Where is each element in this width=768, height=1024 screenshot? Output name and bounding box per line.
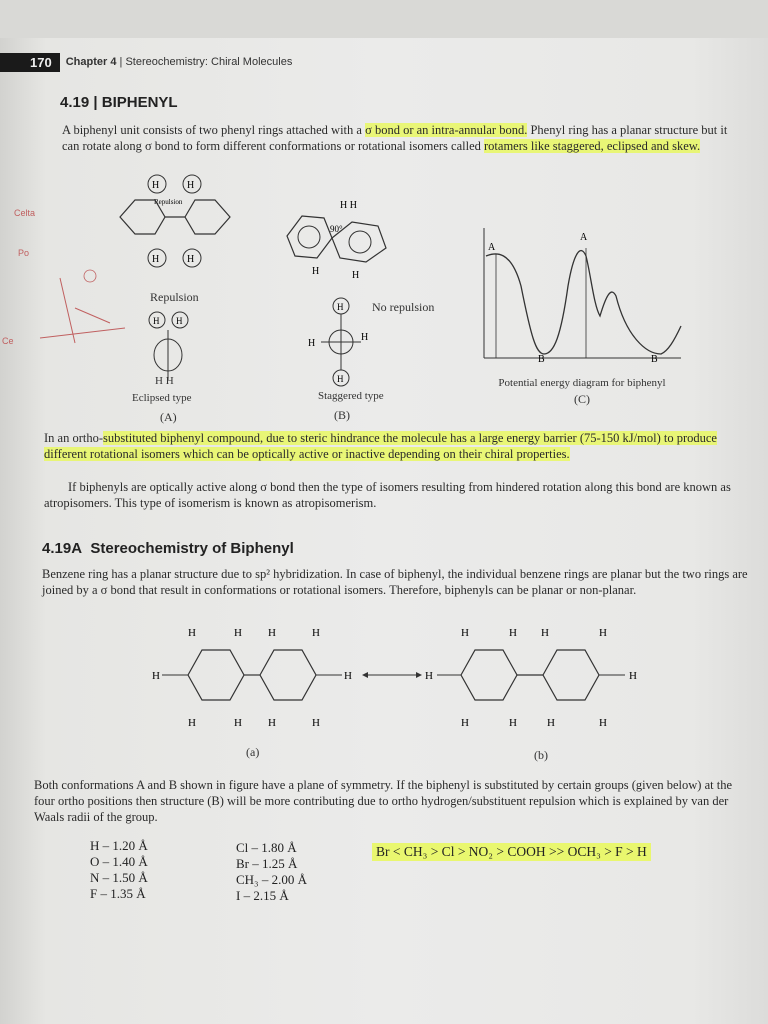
- radius-entry: Cl – 1.80 Å: [236, 840, 297, 855]
- svg-text:H: H: [152, 670, 160, 682]
- svg-text:A: A: [488, 242, 496, 253]
- vdw-radii-column-1: [90, 838, 148, 902]
- svg-text:H: H: [547, 717, 555, 729]
- svg-text:H: H: [541, 627, 549, 639]
- subsection-title: 4.19A Stereochemistry of Biphenyl: [42, 540, 294, 557]
- svg-text:H: H: [312, 266, 320, 277]
- radius-entry: I – 2.15 Å: [236, 888, 289, 903]
- svg-text:H: H: [188, 627, 196, 639]
- svg-text:H: H: [461, 627, 469, 639]
- pen-note: Po: [18, 248, 30, 258]
- svg-text:B: B: [651, 354, 658, 365]
- radius-entry: CH₃ – 2.00 Å: [236, 872, 307, 887]
- page-number: 170: [0, 53, 60, 72]
- svg-text:H: H: [599, 717, 607, 729]
- pen-note: Celta: [14, 208, 36, 218]
- svg-text:90°: 90°: [330, 224, 343, 234]
- svg-text:H H: H H: [340, 200, 357, 211]
- biphenyl-structure-b: [425, 622, 655, 732]
- structure-label-b: (b): [534, 748, 548, 762]
- svg-text:H: H: [599, 627, 607, 639]
- svg-text:H: H: [337, 374, 344, 384]
- repulsion-order: Br < CH₃ > Cl > NO₂ > COOH >> OCH₃ > F > H: [372, 843, 651, 861]
- twisted-biphenyl-structure: [282, 196, 412, 286]
- figure-label-b: (B): [334, 408, 350, 422]
- svg-text:H: H: [312, 717, 320, 729]
- radius-entry: F – 1.35 Å: [90, 886, 146, 901]
- vdw-radii-column-2: [236, 840, 307, 904]
- svg-text:A: A: [580, 232, 588, 243]
- svg-text:H: H: [188, 717, 196, 729]
- ortho-paragraph: In an ortho-substituted biphenyl compound, due to steric hindrance the molecule has a large energy barrier (75-150 kJ/mol) to produce different rotational isomers which can be optically active or inactive depending on their chiral properties.: [44, 431, 717, 461]
- svg-text:H: H: [425, 670, 433, 682]
- svg-text:H: H: [152, 254, 160, 265]
- svg-text:H: H: [352, 270, 360, 281]
- svg-text:H: H: [308, 338, 316, 349]
- figure-label-c: (C): [574, 392, 590, 406]
- conformation-paragraph: Both conformations A and B shown in figure have a plane of symmetry. If the biphenyl is substituted by certain groups (given below) at the four ortho positions then structure (B) will be more contributing due to ortho hydrogen/substituent repulsion which is explained by van der Waals radii of the group.: [34, 778, 733, 824]
- svg-text:H: H: [234, 717, 242, 729]
- svg-text:H: H: [268, 627, 276, 639]
- svg-text:B: B: [538, 354, 545, 365]
- figure-label-a: (A): [160, 410, 177, 424]
- staggered-newman-projection: [305, 296, 375, 388]
- radius-entry: N – 1.50 Å: [90, 870, 148, 885]
- svg-text:H: H: [187, 254, 195, 265]
- atropisomer-paragraph: If biphenyls are optically active along σ bond then the type of isomers resulting from hindered rotation along this bond are known as atropisomers. This type of isomerism is known as atropisomerism.: [44, 480, 731, 510]
- intro-paragraph: A biphenyl unit consists of two phenyl rings attached with a σ bond or an intra-annular bond. Phenyl ring has a planar structure but it can rotate along σ bond to form different conformations or rotational isomers called rotamers like staggered, eclipsed and skew.: [62, 123, 728, 153]
- svg-text:H: H: [187, 180, 195, 191]
- svg-text:H: H: [337, 302, 344, 312]
- svg-text:H: H: [509, 627, 517, 639]
- resonance-arrow: [362, 668, 422, 682]
- section-title: 4.19 | BIPHENYL: [60, 94, 178, 111]
- repulsion-label: Repulsion: [150, 290, 199, 304]
- svg-text:H: H: [176, 316, 183, 326]
- svg-text:H: H: [312, 627, 320, 639]
- svg-text:H: H: [268, 717, 276, 729]
- running-header: [0, 52, 292, 72]
- svg-text:H: H: [461, 717, 469, 729]
- chapter-label: Chapter 4 | Stereochemistry: Chiral Molecules: [65, 56, 293, 68]
- energy-caption: Potential energy diagram for biphenyl: [498, 377, 666, 389]
- svg-text:H: H: [153, 316, 160, 326]
- stereo-paragraph: Benzene ring has a planar structure due to sp² hybridization. In case of biphenyl, the individual benzene rings are planar but the two rings are joined by a σ bond that result in conformations or rotational isomers. Therefore, biphenyls can be planar or non-planar.: [42, 567, 748, 597]
- svg-text:H: H: [361, 332, 369, 343]
- radius-entry: H – 1.20 Å: [90, 838, 148, 853]
- svg-text:H: H: [629, 670, 637, 682]
- pen-note: Ce: [2, 336, 14, 346]
- potential-energy-diagram: [476, 226, 686, 366]
- pen-sketch: [30, 268, 140, 358]
- svg-text:Repulsion: Repulsion: [154, 198, 183, 206]
- svg-text:H: H: [509, 717, 517, 729]
- staggered-caption: Staggered type: [318, 390, 384, 402]
- eclipsed-caption: Eclipsed type: [132, 392, 192, 404]
- svg-text:H: H: [234, 627, 242, 639]
- no-repulsion-label: No repulsion: [372, 300, 435, 314]
- eclipsed-hh: H H: [155, 375, 174, 387]
- radius-entry: Br – 1.25 Å: [236, 856, 298, 871]
- svg-text:H: H: [344, 670, 352, 682]
- eclipsed-biphenyl-structure: [110, 172, 240, 272]
- svg-text:H: H: [152, 180, 160, 191]
- structure-label-a: (a): [246, 745, 260, 759]
- biphenyl-structure-a: [150, 622, 370, 732]
- radius-entry: O – 1.40 Å: [90, 854, 148, 869]
